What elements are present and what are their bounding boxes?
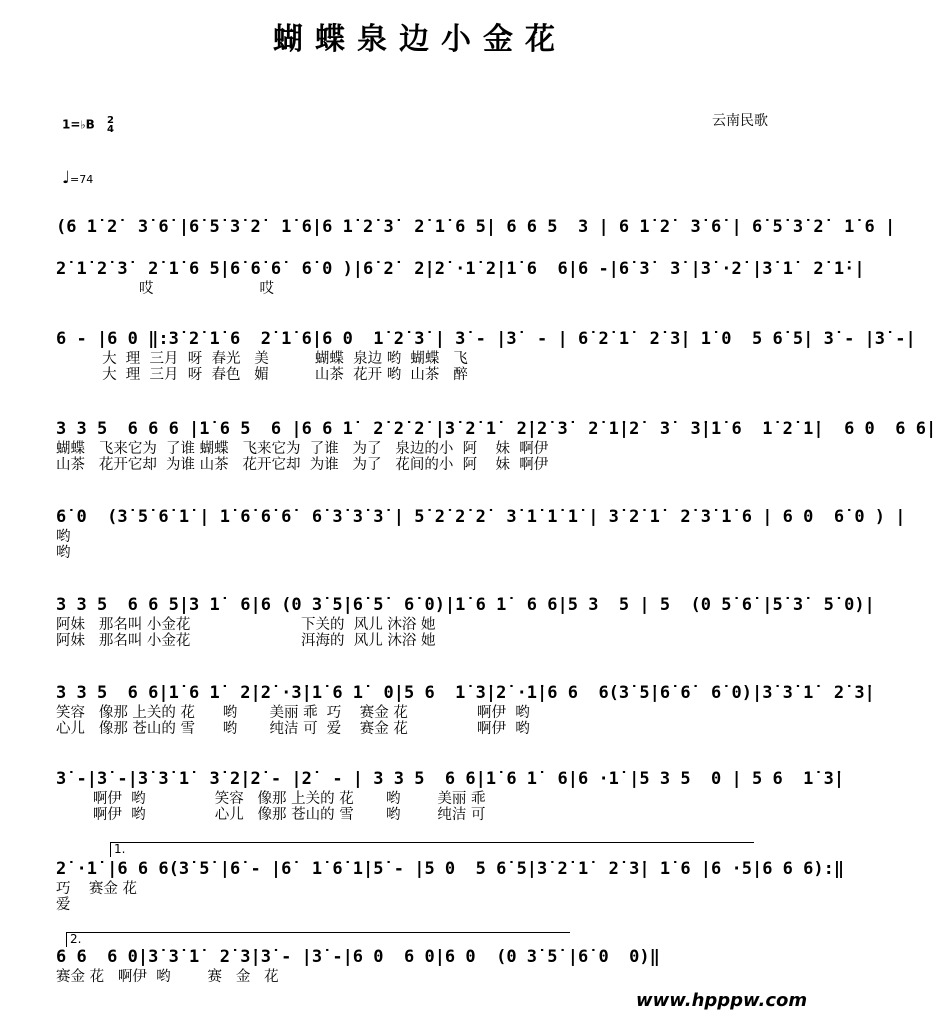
key-signature	[62, 116, 114, 134]
score-system-6	[56, 594, 875, 649]
quarter-note-icon: ♩	[62, 168, 71, 188]
tempo-marking	[62, 168, 93, 188]
time-numerator: 2	[106, 115, 114, 126]
score-system-2	[56, 258, 865, 297]
score-system-1	[56, 216, 896, 239]
flat-sign: ♭	[80, 118, 86, 132]
time-denominator: 4	[106, 124, 114, 135]
lyrics-line: 阿妹 那名叫 小金花 洱海的 风儿 沐浴 她	[56, 633, 436, 649]
score-system-7	[56, 682, 875, 737]
site-watermark: www.hpppw.com	[636, 990, 808, 1011]
notation-line: 2̇ ·1̇ |6 6 6(3̇ 5̇ |6̇ - |6̇ 1̇ 6̇ 1̇|5̇ - |5 0 5 6̇ 5|3̇ 2̇ 1̇ 2̇ 3̇| 1̇ 6 |6 ·5|6 6 6):‖	[56, 859, 845, 879]
lyrics-line: 赛金 花 啊伊 哟 赛 金 花	[56, 969, 279, 985]
lyrics-line: 哟	[56, 545, 71, 561]
lyrics-line: 山茶 花开它却 为谁 山茶 花开它却 为谁 为了 花间的小 阿 妹 啊伊	[56, 457, 549, 473]
notation-line: 3̇ -|3̇ -|3̇ 3̇ 1̇ 3̇ 2̇|2̇ - |2̇ - | 3 3 5 6 6|1̇ 6 1̇ 6|6 ·1̇ |5 3 5 0 | 5 6 1̇ 3̇|	[56, 769, 845, 789]
lyrics-line: 巧 赛金 花	[56, 881, 138, 897]
lyrics-line: 阿妹 那名叫 小金花 下关的 风儿 沐浴 她	[56, 617, 436, 633]
notation-line: 3 3 5 6 6 5|3 1̇ 6|6 (0 3̇ 5̇|6̇ 5̇ 6̇ 0)|1̇ 6 1̇ 6 6|5 3 5 | 5 (0 5̇ 6̇ |5̇ 3̇ 5̇ 0)|	[56, 595, 875, 615]
notation-line: 3 3 5 6 6|1̇ 6 1̇ 2̇|2̇ ·3̇|1̇ 6 1̇ 0|5 6 1̇ 3̇|2̇ ·1̇|6 6 6(3̇ 5̇|6̇ 6̇ 6̇ 0)|3̇ 3̇ 1̇ 2̇ 3̇|	[56, 683, 875, 703]
tempo-value: =74	[70, 173, 94, 186]
lyrics-line: 啊伊 哟 心儿 像那 苍山的 雪 哟 纯洁 可	[56, 807, 486, 823]
notation-line: (6 1̇ 2̇ 3̇ 6̇ |6̇ 5̇ 3̇ 2̇ 1̇ 6|6 1̇ 2̇ 3̇ 2̇ 1̇ 6 5| 6 6 5 3 | 6 1̇ 2̇ 3̇ 6̇ | 6̇ 5̇ 3̇ 2̇ 1̇ 6 |	[56, 217, 896, 237]
lyrics-line: 笑容 像那 上关的 花 哟 美丽 乖 巧 赛金 花 啊伊 哟	[56, 705, 530, 721]
key-prefix: 1=	[62, 117, 81, 132]
lyrics-line: 大 理 三月 呀 春光 美 蝴蝶 泉边 哟 蝴蝶 飞	[56, 351, 468, 367]
notation-line: 6 6 6 0|3̇ 3̇ 1̇ 2̇ 3̇|3̇ - |3̇ -|6 0 6 0|6 0 (0 3̇ 5̇ |6̇ 0 0)‖	[56, 947, 660, 967]
score-system-10	[56, 946, 796, 985]
notation-line: 6 - |6 0 ‖:3̇ 2̇ 1̇ 6 2̇ 1̇ 6|6 0 1̇ 2̇ 3̇ | 3̇ - |3̇ - | 6̇ 2̇ 1̇ 2̇ 3̇| 1̇ 0 5 6̇ 5| 3̇ - |3̇ -|	[56, 329, 916, 349]
score-system-5	[56, 506, 906, 561]
score-system-4	[56, 418, 936, 473]
time-signature	[107, 116, 114, 134]
volta-first-ending: 1.	[110, 842, 754, 857]
score-system-3	[56, 328, 916, 383]
notation-line: 3 3 5 6 6 6 |1̇ 6 5 6 |6 6 1̇ 2̇ 2̇ 2̇ |3̇ 2̇ 1̇ 2̇|2̇ 3̇ 2̇ 1̇|2̇ 3̇ 3̇|1̇ 6 1̇ 2̇ 1̇| 6 0 6 6|	[56, 419, 936, 439]
lyrics-line: 蝴蝶 飞来它为 了谁 蝴蝶 飞来它为 了谁 为了 泉边的小 阿 妹 啊伊	[56, 441, 549, 457]
score-system-8	[56, 768, 845, 823]
lyrics-line: 哟	[56, 529, 71, 545]
score-system-9	[56, 858, 845, 913]
lyrics-line: 爱	[56, 897, 71, 913]
key-note: B	[85, 117, 95, 132]
lyrics-line: 啊伊 哟 笑容 像那 上关的 花 哟 美丽 乖	[56, 791, 486, 807]
volta-second-ending: 2.	[66, 932, 570, 947]
song-title: 蝴蝶泉边小金花	[273, 22, 567, 57]
notation-line: 6̇ 0 (3̇ 5̇ 6̇ 1̇ | 1̇ 6̇ 6̇ 6̇ 6̇ 3̇ 3̇ 3̇ | 5̇ 2̇ 2̇ 2̇ 3̇ 1̇ 1̇ 1̇ | 3̇ 2̇ 1̇ 2̇ 3̇ 1̇ 6 | 6 0 6̇ 0 ) |	[56, 507, 906, 527]
lyrics-line: 大 理 三月 呀 春色 媚 山茶 花开 哟 山茶 醉	[56, 367, 468, 383]
notation-line: 2̇ 1̇ 2̇ 3̇ 2̇ 1̇ 6 5|6̇ 6̇ 6̇ 6̇ 0 )|6̇ 2̇ 2̇|2̇ ·1̇ 2̇|1̇ 6 6|6 -|6̇ 3̇ 3̇ |3̇ ·2̇ |3̇ 1̇ 2̇ 1̇·|	[56, 259, 865, 279]
lyrics-line: 哎 哎	[56, 281, 274, 297]
lyrics-line: 心儿 像那 苍山的 雪 哟 纯洁 可 爱 赛金 花 啊伊 哟	[56, 721, 530, 737]
song-origin: 云南民歌	[712, 113, 768, 129]
